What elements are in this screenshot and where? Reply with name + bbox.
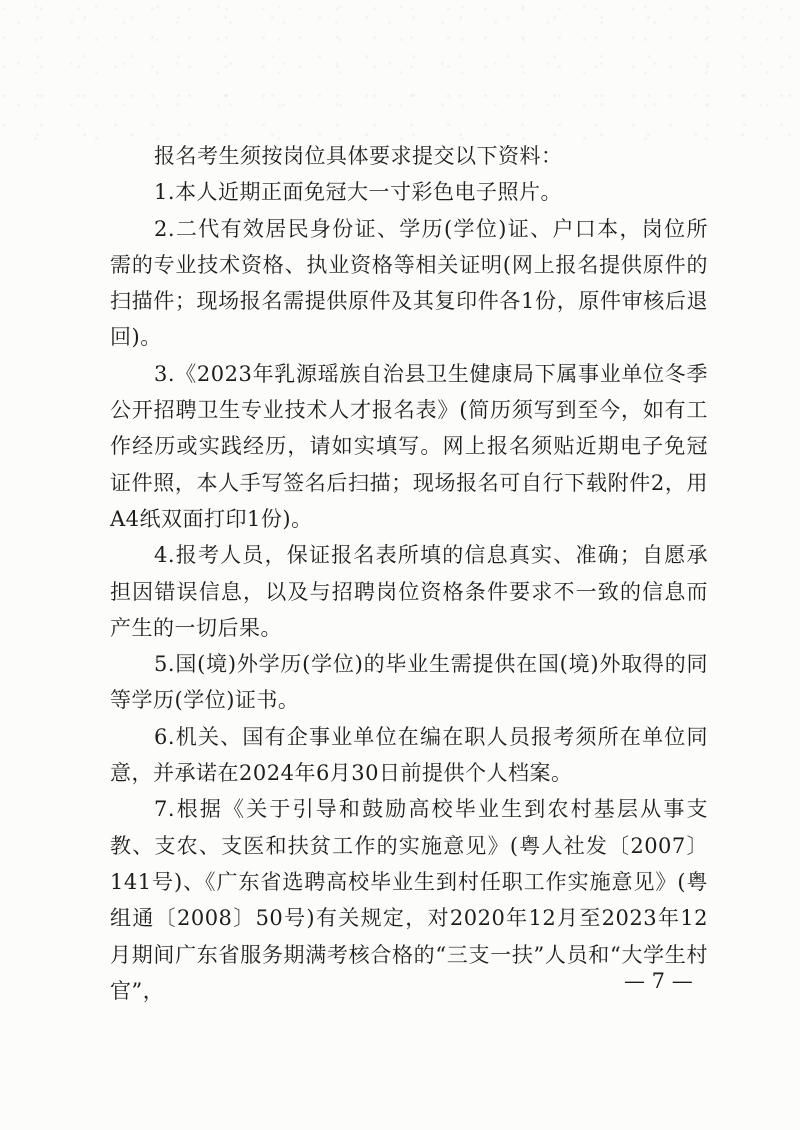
item-4: 4.报考人员，保证报名表所填的信息真实、准确；自愿承担因错误信息，以及与招聘岗位资格条件要求不一致的信息而产生的一切后果。 bbox=[110, 543, 708, 640]
item-7: 7.根据《关于引导和鼓励高校毕业生到农村基层从事支教、支农、支医和扶贫工作的实施意见》(粤人社发〔2007〕141号)、《广东省选聘高校毕业生到村任职工作实施意见》(粤组通〔2008〕50号)有关规定，对2020年12月至2023年12月期间广东省服务期满考核合格的“三支一扶”人员和“大学生村官”， bbox=[110, 797, 708, 1003]
item-2: 2.二代有效居民身份证、学历(学位)证、户口本，岗位所需的专业技术资格、执业资格等相关证明(网上报名提供原件的扫描件；现场报名需提供原件及其复印件各1份，原件审核后退回)。 bbox=[110, 216, 708, 350]
item-1: 1.本人近期正面免冠大一寸彩色电子照片。 bbox=[154, 180, 563, 205]
item-6: 6.机关、国有企事业单位在编在职人员报考须所在单位同意，并承诺在2024年6月30日前提供个人档案。 bbox=[110, 724, 708, 786]
document-body bbox=[110, 138, 708, 1009]
item-5: 5.国(境)外学历(学位)的毕业生需提供在国(境)外取得的同等学历(学位)证书。 bbox=[110, 652, 708, 713]
intro-paragraph: 报名考生须按岗位具体要求提交以下资料： bbox=[154, 144, 563, 168]
page-number: — 7 — bbox=[624, 969, 693, 993]
item-3: 3.《2023年乳源瑶族自治县卫生健康局下属事业单位冬季公开招聘卫生专业技术人才报名表》(简历须写到至今，如有工作经历或实践经历，请如实填写。网上报名须贴近期电子免冠证件照，本人手写签名后扫描；现场报名可自行下载附件2，用A4纸双面打印1份)。 bbox=[110, 361, 708, 531]
scan-noise bbox=[0, 0, 800, 140]
